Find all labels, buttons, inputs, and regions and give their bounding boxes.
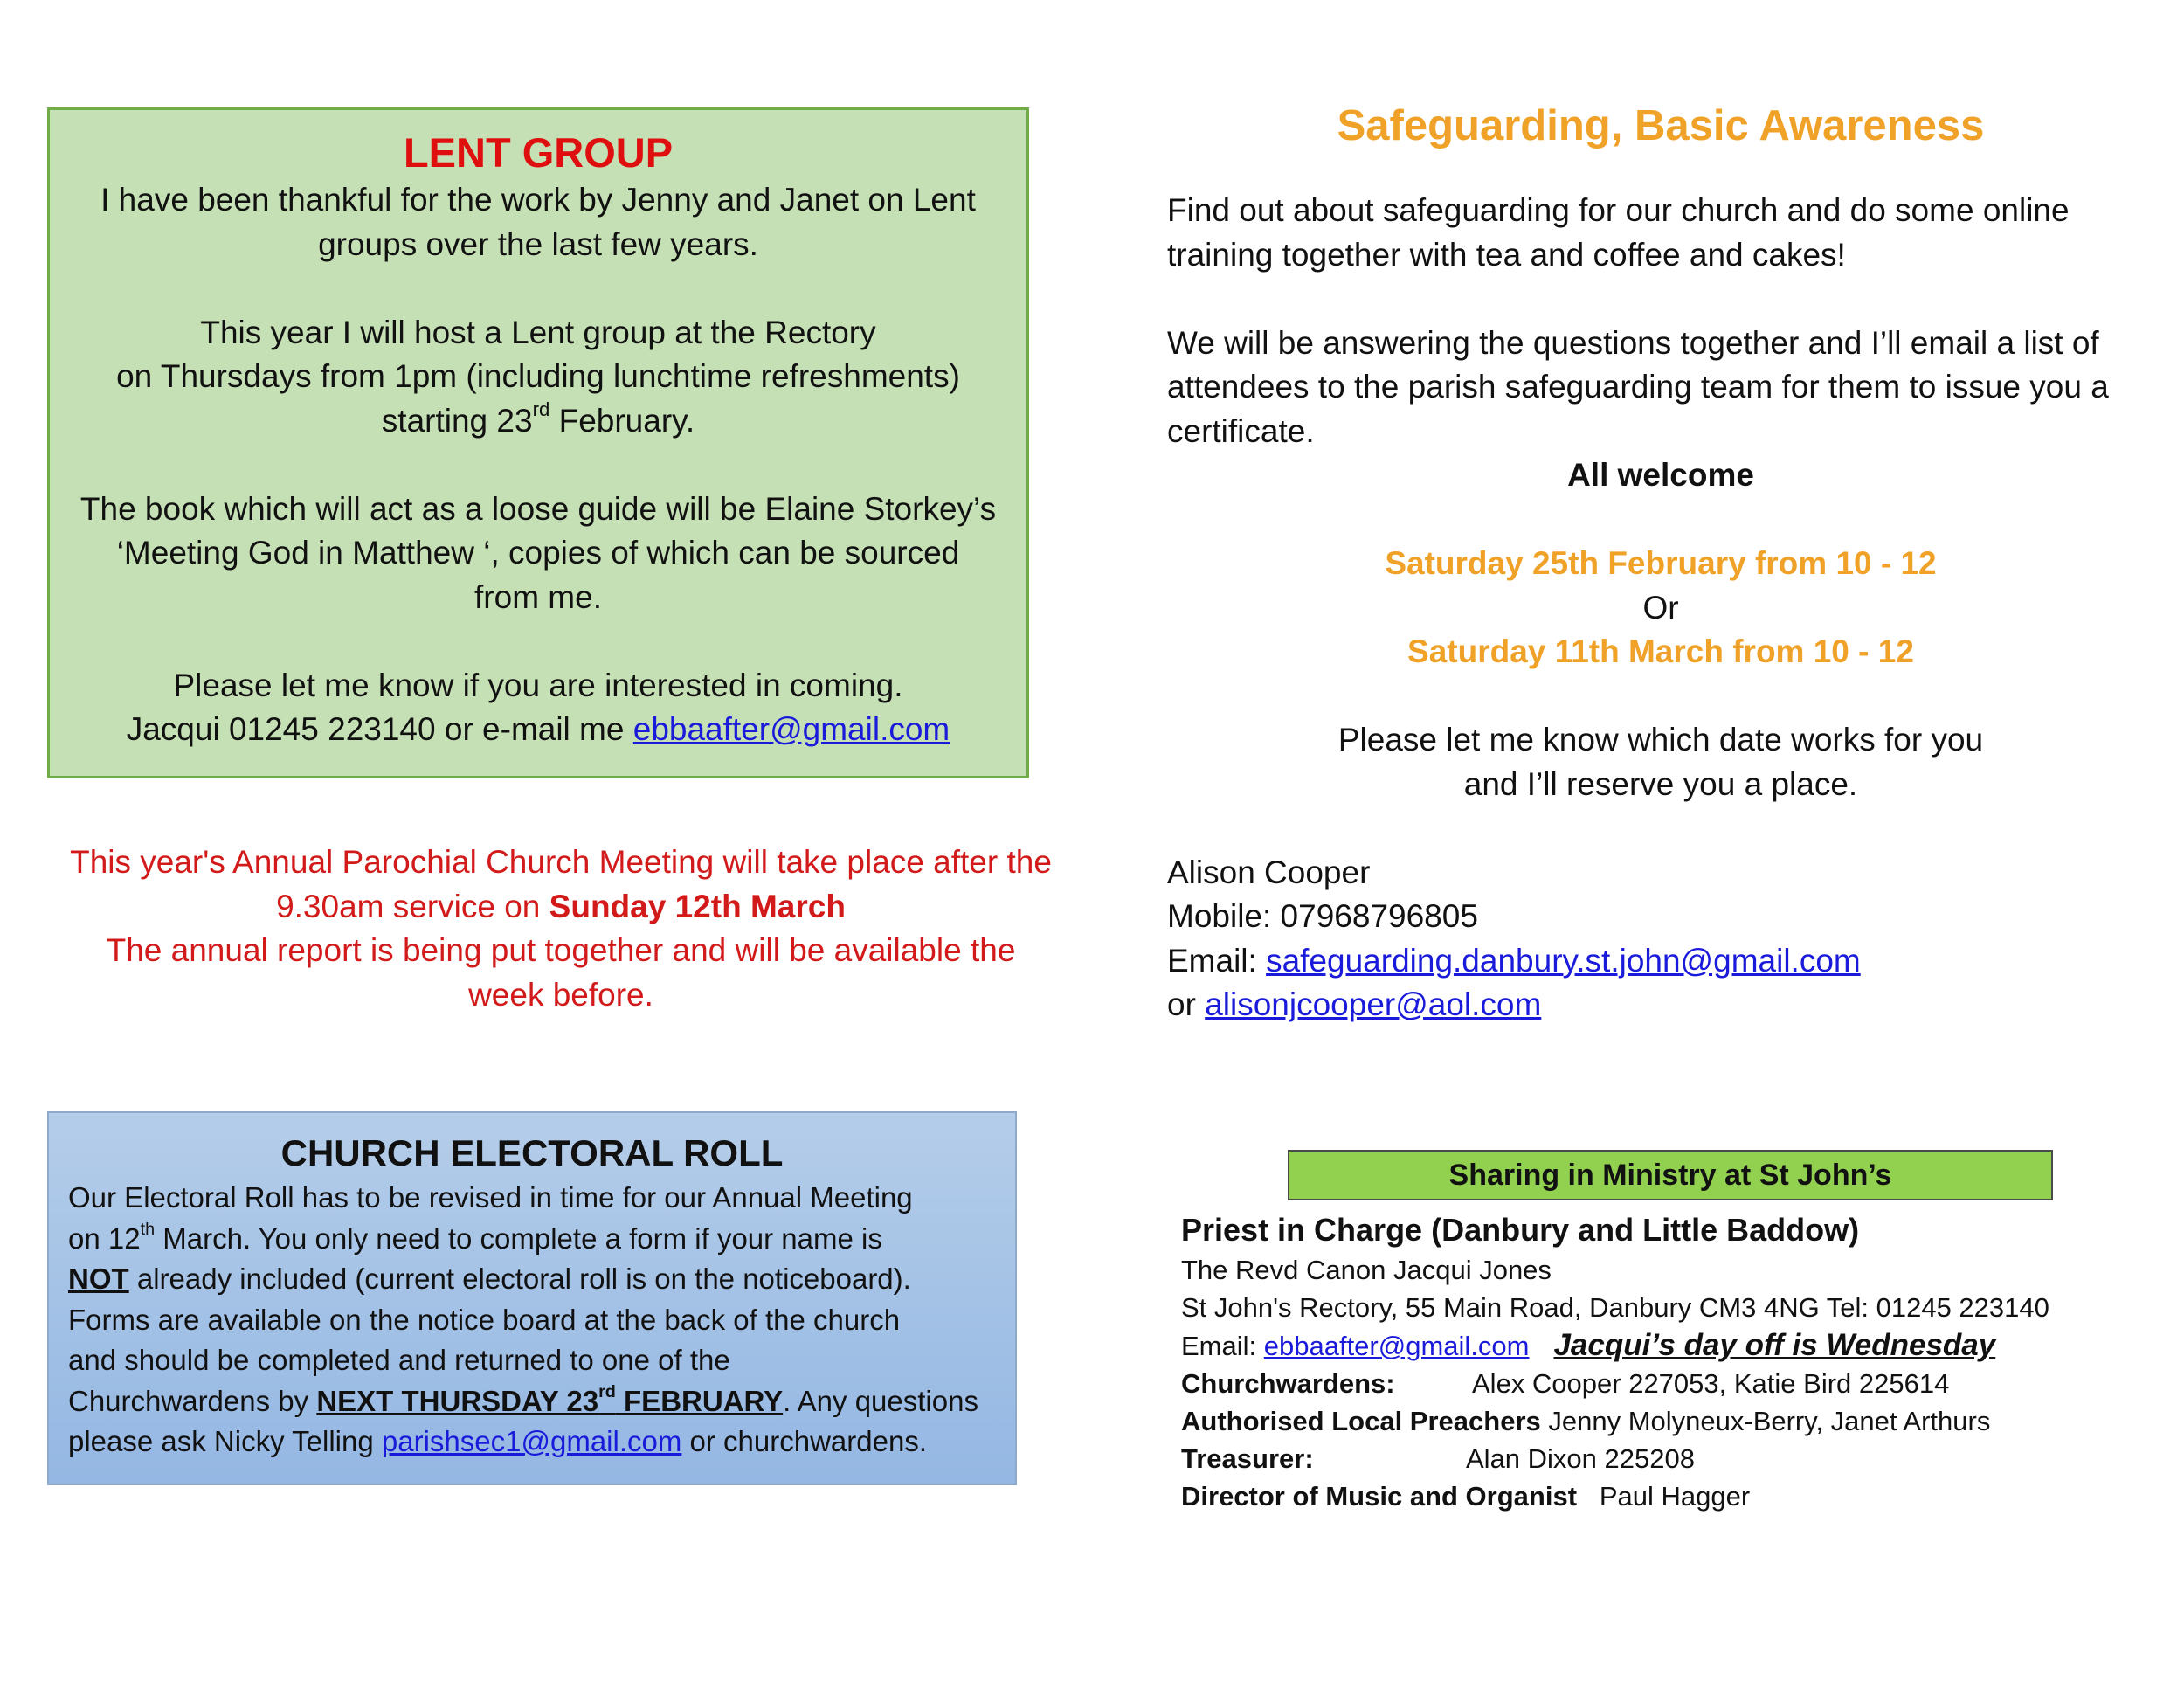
priest-email: Email: ebbaafter@gmail.com Jacqui’s day off is Wednesday — [1181, 1328, 1996, 1362]
apcm-text: The annual report is being put together and will be available the — [106, 932, 1016, 968]
safe-text: Find out about safeguarding for our church and do some online — [1167, 192, 2070, 228]
roll-text: Churchwardens by NEXT THURSDAY 23rd FEBRUARY. Any questions — [68, 1381, 978, 1417]
contact-email: Email: safeguarding.danbury.st.john@gmail.com — [1167, 942, 1861, 979]
electoral-roll-box — [47, 1111, 1017, 1485]
contact-mobile: Mobile: 07968796805 — [1167, 898, 1478, 934]
safe-text: certificate. — [1167, 412, 1315, 449]
session-date-2: Saturday 11th March from 10 - 12 — [1407, 633, 1914, 669]
roll-text: NOT already included (current electoral roll is on the noticeboard). — [68, 1263, 911, 1295]
contact-email-alt: or alisonjcooper@aol.com — [1167, 986, 1542, 1022]
lent-text: I have been thankful for the work by Jenny and Janet on Lent — [100, 182, 976, 218]
lent-text: ‘Meeting God in Matthew ‘, copies of which can be sourced — [116, 535, 960, 571]
lent-text: The book which will act as a loose guide will be Elaine Storkey’s — [79, 490, 997, 527]
electoral-roll-title: CHURCH ELECTORAL ROLL — [280, 1132, 784, 1173]
lent-contact: Jacqui 01245 223140 or e-mail me ebbaafter@gmail.com — [126, 711, 950, 747]
roll-text: and should be completed and returned to one of the — [68, 1344, 730, 1376]
lent-email-link[interactable]: ebbaafter@gmail.com — [632, 711, 950, 747]
session-date-1: Saturday 25th February from 10 - 12 — [1385, 545, 1937, 581]
ministry-section — [1181, 1209, 2177, 1515]
safe-or: Or — [1642, 589, 1679, 626]
preachers-row: Authorised Local Preachers Jenny Molyneux-Berry, Janet Arthurs — [1181, 1406, 1991, 1436]
safe-text: We will be answering the questions together and I’ll email a list of — [1167, 324, 2099, 361]
music-director-row: Director of Music and Organist Paul Hagger — [1181, 1481, 1751, 1512]
churchwardens-row: Churchwardens: Alex Cooper 227053, Katie Bird 225614 — [1181, 1368, 1950, 1399]
lent-text: This year I will host a Lent group at the Rectory — [200, 314, 876, 350]
roll-text: Our Electoral Roll has to be revised in time for our Annual Meeting — [68, 1181, 913, 1214]
priest-email-link[interactable]: ebbaafter@gmail.com — [1263, 1331, 1530, 1361]
ministry-header: Sharing in Ministry at St John’s — [1288, 1150, 2053, 1200]
apcm-text: 9.30am service on Sunday 12th March — [276, 888, 846, 924]
safe-text: attendees to the parish safeguarding team for them to issue you a — [1167, 369, 2109, 405]
safe-text: Please let me know which date works for you — [1337, 722, 1984, 758]
safe-text: training together with tea and coffee and cakes! — [1167, 236, 1846, 273]
apcm-notice — [47, 841, 1075, 1017]
alison-email-link[interactable]: alisonjcooper@aol.com — [1205, 986, 1542, 1022]
lent-text: from me. — [474, 578, 602, 615]
apcm-text: week before. — [468, 976, 653, 1013]
lent-group-box — [47, 107, 1029, 778]
safeguarding-email-link[interactable]: safeguarding.danbury.st.john@gmail.com — [1266, 942, 1861, 979]
lent-group-title: LENT GROUP — [403, 129, 674, 176]
priest-name: The Revd Canon Jacqui Jones — [1181, 1255, 1552, 1285]
all-welcome: All welcome — [1567, 457, 1754, 493]
apcm-text: This year's Annual Parochial Church Meeting will take place after the — [70, 844, 1052, 880]
lent-start-date: starting 23rd February. — [381, 398, 695, 439]
rectory-address: St John's Rectory, 55 Main Road, Danbury CM3 4NG Tel: 01245 223140 — [1181, 1292, 2049, 1323]
priest-title: Priest in Charge (Danbury and Little Baddow) — [1181, 1212, 1860, 1248]
safeguarding-section — [1167, 98, 2154, 1027]
roll-text: on 12th March. You only need to complete a form if your name is — [68, 1219, 882, 1255]
day-off: Jacqui’s day off is Wednesday — [1553, 1328, 1996, 1362]
treasurer-row: Treasurer: Alan Dixon 225208 — [1181, 1443, 1695, 1474]
contact-name: Alison Cooper — [1167, 854, 1371, 890]
lent-text: groups over the last few years. — [318, 225, 758, 262]
roll-email-link[interactable]: parishsec1@gmail.com — [381, 1425, 682, 1457]
safe-text: and I’ll reserve you a place. — [1463, 765, 1858, 802]
lent-text: on Thursdays from 1pm (including lunchtime refreshments) — [116, 358, 960, 394]
roll-text: Forms are available on the notice board at the back of the church — [68, 1303, 901, 1336]
safeguarding-title: Safeguarding, Basic Awareness — [1337, 102, 1985, 149]
lent-text: Please let me know if you are interested in coming. — [173, 667, 903, 703]
roll-text: please ask Nicky Telling parishsec1@gmail.com or churchwardens. — [68, 1425, 928, 1457]
